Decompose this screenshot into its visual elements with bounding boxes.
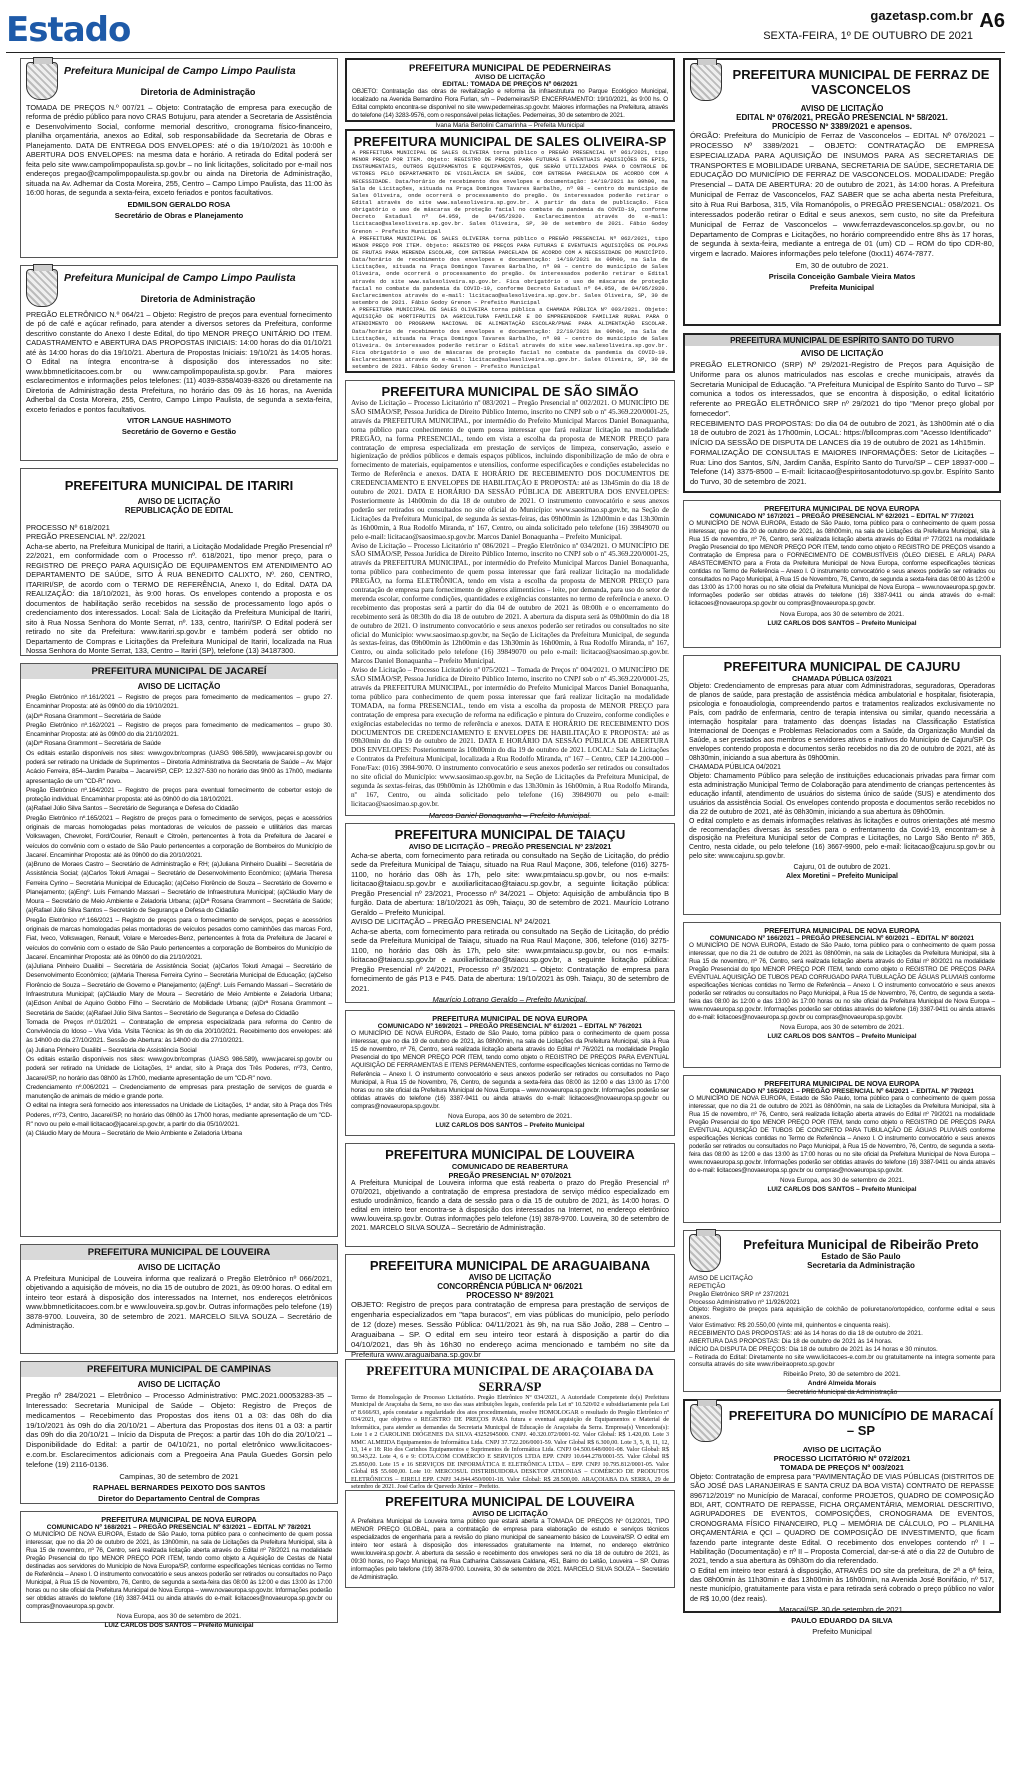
notice-subtitle: AVISO DE LICITAÇÃO	[137, 1263, 221, 1272]
notice-signatory: LUIZ CARLOS DOS SANTOS – Prefeito Municipal	[767, 1033, 917, 1041]
notice-signatory: LUIZ CARLOS DOS SANTOS – Prefeito Municipal	[767, 619, 917, 627]
notice-signatory: VITOR LANGUE HASHIMOTO	[126, 416, 232, 426]
notice-nova-europa-167	[683, 500, 1001, 648]
notice-title: PREFEITURA MUNICIPAL DE CAMPINAS	[21, 1362, 337, 1377]
notice-header	[690, 1404, 994, 1442]
edition-date: SEXTA-FEIRA, 1º DE OUTUBRO DE 2021	[763, 30, 973, 42]
notice-signatory: André Almeida Morais	[807, 1380, 877, 1388]
coat-of-arms-icon	[690, 1404, 722, 1442]
notice-nova-europa-169	[345, 1010, 675, 1136]
notice-maracai	[683, 1399, 1001, 1637]
notice-title: Prefeitura Municipal de Campo Limpo Paulista	[64, 272, 296, 284]
notice-louveira-1	[20, 1244, 338, 1354]
notice-subtitle: AVISO DE LICITAÇÃO EDITAL Nº 076/2021, PREGÃO PRESENCIAL Nº 58/2021. PROCESSO Nº 3389/2021 e apensos.	[736, 104, 948, 131]
notice-title: PREFEITURA DO MUNICÍPIO DE MARACAÍ – SP	[728, 1408, 994, 1438]
notice-signatory-role: Secretário de Governo e Gestão	[121, 427, 237, 437]
notice-body: Acha-se aberta, com fornecimento para retirada ou consultado na Seção de Licitação, do prédio sede da Prefeitura Municipal de Taiaçu, situado na Rua Raul Maçone, 306, telefone (016) 3275-1100, no horário das 08h às 17h, pelo site: www.pmtaiacu.sp.gov.br, ou nos e-mails: licitacao@taiacu.sp.gov.br e auxiliarlicitacao@taiacu.sp.gov.br, a seguinte licitação pública: Pregão Presencial nº 23/2021, Processo nº 34/2021 – Objeto: Aquisição de ambulância tipo B furgão. Data de abertura: 18/10/2021 às 09h, Taiaçu, 30 de setembro de 2021. Maurício Lotrano Geraldo – Prefeito Municipal. AVISO DE LICITAÇÃO – PREGÃO PRESENCIAL Nº 24/2021 Acha-se aberta, com fornecimento para retirada ou consultado na Seção de Licitação, do prédio sede da Prefeitura Municipal de Taiaçu, situado na Rua Raul Maçone, 306, telefone (016) 3275-1100, no horário das 08h às 17h, pelo site: www.pmtaiacu.sp.gov.br, ou nos e-mails: licitacao@taiacu.sp.gov.br e auxiliarlicitacao@taiacu.sp.gov.br, a seguinte licitação pública: Pregão Presencial nº 24/2021, Processo nº 35/2021 – Objeto: Contratação de empresa para fornecimento de gás P13 e P45. Data de abertura: 19/10/2021 às 09h. Taiaçu, 30 de setembro de 2021.	[351, 851, 669, 993]
notice-signatory: LUIZ CARLOS DOS SANTOS – Prefeito Municipal	[435, 1122, 585, 1130]
notice-header	[689, 1234, 995, 1272]
notice-nova-europa-165	[683, 1075, 1001, 1223]
notice-subtitle: AVISO DE LICITAÇÃO	[137, 1380, 221, 1389]
notice-pederneiras	[345, 58, 675, 130]
notice-title: PREFEITURA MUNICIPAL DE ARAÇOIABA DA SERRA/SP	[366, 1363, 654, 1394]
notice-title: PREFEITURA MUNICIPAL DE ARAGUAIBANA	[369, 1258, 651, 1273]
notice-signatory: Ivana Maria Bertolini Camarinha – Prefeita Municipal	[435, 122, 585, 130]
notice-title: PREFEITURA MUNICIPAL DE LOUVEIRA	[21, 1245, 337, 1260]
notice-subtitle: Estado de São Paulo Secretaria da Administração	[807, 1251, 915, 1270]
notice-body: O MUNICÍPIO DE NOVA EUROPA, Estado de São Paulo, torna público para o conhecimento de quem possa interessar, que no dia 21 de outubro de 2021 às 08h00min, na sala de Licitações da Prefeitura Municipal, sita à Rua 15 de novembro, nº 76, Centro, será realizada licitação aberta através do Edital nº 80/2021 na modalidade Pregão Presencial do tipo MENOR PREÇO POR ITEM, tendo como objeto o REGISTRO DE PREÇOS PARA EVENTUAL AQUISIÇÃO DE TUBOS PEAD CORRUGADO PARA TUBULAÇÃO DE ÁGUAS PLUVIAIS conforme especificações técnicas contidas no Termo de Referência – Anexo I. O instrumento convocatório e seus anexos poderão ser retirados ou consultados no Paço Municipal, à Rua 15 de Novembro, 76, Centro, de segunda a sexta-feira das 08:00 às 12:00 e das 13:00 às 17:00 horas ou no site oficial da Prefeitura Municipal de Nova Europa – www.novaeuropa.sp.gov.br. Informações poderão ser obtidas através do telefone (16) 3387-9411 ou ainda através do e-mail: licitacoes@novaeuropa.sp.gov.br ou compras@novaeuropa.sp.gov.br.	[689, 942, 995, 1022]
notice-body: A Prefeitura Municipal de Louveira informa que realizará o Pregão Eletrônico nº 066/2021, objetivando a aquisição de móveis, no dia 15 de outubro de 2021, às 09:00 horas. O edital em inteiro teor estará à disposição dos interessados na Internet, nos endereços eletrônicos www.bbmnetlicitacoes.com.br e www.louveira.sp.gov.br. Outras informações pelo telefone (19) 3878-9700. Louveira, 30 de setembro de 2021. MARCELO SILVA SOUZA – Secretário de Administração.	[26, 1274, 332, 1331]
notice-title: PREFEITURA MUNICIPAL DE LOUVEIRA	[385, 1147, 635, 1162]
notice-title: PREFEITURA MUNICIPAL DE NOVA EUROPA	[764, 926, 920, 935]
notice-body: PROCESSO Nº 618/2021 PREGÃO PRESENCIAL Nº. 22/2021 Acha-se aberto, na Prefeitura Municipal de Itariri, a Licitação Modalidade Pregão Presencial nº 22/2021, em conformidade com o Processo nº. 618/2021, tipo menor preço, para o REGISTRO DE PREÇO PARA AQUISIÇÃO DE EQUIPAMENTOS EM ATENDIMENTO AO DEPARTAMENTO DE SAÚDE, SITO À RUA BENEDITO CALIXTO, Nº. 260, CENTRO, ITARIRI/SP, de acordo com o TERMO DE REFERÊNCIA, Anexo I, do Edital. DATA DA REALIZAÇÃO: dia 18/10/2021, às 9:00 horas. Os envelopes contendo a proposta e os documentos de habilitação serão recebidos na sessão de processamento logo após o credenciamento dos interessados. Local: Sala de Licitação da Prefeitura Municipal de Itariri, sito à Rua Nossa Senhora do Monte Serrat, nº. 133, centro, Itariri/SP. O Edital poderá ser retirado no site da Prefeitura: www.itariri.sp.gov.br e também poderá ser obtido no Departamento de Compras e Licitações da Prefeitura Municipal de Itariri, localizada na Rua Nossa Senhora do Monte Serrat, 133, Centro – Itariri (SP), telefone (13) 34187300.	[26, 523, 332, 656]
notice-date: Cajuru, 01 de outubro de 2021.	[793, 864, 891, 872]
notice-title: PREFEITURA MUNICIPAL DE ITARIRI	[64, 478, 294, 493]
notice-body: Pregão nº 284/2021 – Eletrônico – Processo Administrativo: PMC.2021.00053283-35 – Interessado: Secretaria Municipal de Saúde – Objeto: Registro de Preços de medicamentos – Recebimento das Propostas dos itens 01 a 03: das 08h do dia 19/10/2021 às 09h do dia 20/10/21 – Abertura das Propostas dos itens 01 a 03: a partir das 09h do dia 20/10/21 – Início da Disputa de Preços: a partir das 10h do dia 20/10/21 – Disponibilidade do Edital: a partir de 04/10/21, no portal eletrônico www.licitacoes-e.com.br. Esclarecimentos adicionais com a Pregoeira Ana Paula Guedes Gorsin pelo telefone (19) 2116-0136.	[26, 1391, 332, 1470]
notice-body: AVISO DE LICITAÇÃO REPETIÇÃO Pregão Eletrônico SRP nº 237/2021 Processo Administrativo nº 11/926/2021 Objeto: Registro de preços para aquisição de colchão de poliuretano/ortopédico, conforme edital e seus anexos. Valor Estimativo: R$ 20.550,00 (vinte mil, quinhentos e cinquenta reais). RECEBIMENTO DAS PROPOSTAS: até às 14 horas do dia 18 de outubro de 2021. ABERTURA DAS PROPOSTAS: Dia 18 de outubro de 2021 às 14 horas. INÍCIO DA DISPUTA DE PREÇOS: Dia 18 de outubro de 2021 às 14 horas e 30 minutos. – Retirada do Edital: Diretamente no site www.licitacoes-e.com.br ou gratuitamente na íntegra somente para consulta através do site www.ribeiraopreto.sp.gov.br	[689, 1275, 995, 1369]
notice-subtitle: AVISO DE LICITAÇÃO EDITAL: TOMADA DE PREÇOS Nº 06/2021	[442, 74, 578, 88]
notice-body: A Prefeitura Municipal de Louveira informa que está reaberta o prazo do Pregão Presencial nº 070/2021, objetivando a contratação de empresa prestadora de serviço médico especializado em estudo urodinâmico, ficando a data de sessão para o dia 15 de outubro de 2021, às 14:00 horas. O edital em inteiro teor encontra-se à disposição dos interessados na Internet, no endereço eletrônico www.louveira.sp.gov.br. Outras informações pelo telefone (19) 3878-9700. Louveira, 30 de setembro de 2021. MARCELO SILVA SOUZA – Secretário de Administração.	[351, 1180, 669, 1232]
notice-date: Em, 30 de outubro de 2021.	[795, 261, 889, 271]
notice-title: PREFEITURA MUNICIPAL DE PEDERNEIRAS	[409, 63, 611, 74]
notice-ribeirao-preto	[683, 1230, 1001, 1397]
notice-signatory: Marcos Daniel Bonaquanha – Prefeito Municipal.	[428, 810, 592, 820]
notice-date: Nova Europa, aos 30 de setembro de 2021.	[448, 1113, 572, 1121]
notice-header	[690, 63, 994, 101]
page-number: A6	[979, 10, 1005, 32]
notice-signatory: Priscila Conceição Gambale Vieira Matos	[768, 272, 916, 282]
notice-campinas	[20, 1361, 338, 1504]
notice-itariri	[20, 468, 338, 656]
notice-aracoiaba	[345, 1359, 675, 1491]
coat-of-arms-icon	[690, 63, 722, 101]
masthead	[0, 0, 1011, 52]
newspaper-logo[interactable]: Estado	[6, 10, 131, 50]
notice-title: PREFEITURA MUNICIPAL DE NOVA EUROPA	[101, 1515, 257, 1524]
coat-of-arms-icon	[26, 62, 58, 100]
notice-subtitle: AVISO DE LICITAÇÃO CONCORRÊNCIA PÚBLICA Nº 06/2021 PROCESSO Nº 89/2021	[437, 1273, 583, 1300]
notice-signatory: Alex Moretini – Prefeito Municipal	[785, 873, 899, 881]
notice-title: PREFEITURA MUNICIPAL DE SALES OLIVEIRA-SP	[353, 134, 667, 149]
notice-body: O MUNICÍPIO DE NOVA EUROPA, Estado de São Paulo, torna público para o conhecimento de quem possa interessar, que no dia 20 de outubro de 2021, às 08h00min, na sala de Licitações da Prefeitura Municipal, sita à Rua 15 de novembro, nº 76, Centro, será realizada licitação aberta através do Edital nº 77/2021 na modalidade Pregão Presencial do tipo MENOR PREÇO POR ITEM, tendo como objeto o REGISTRO DE PREÇOS visando a Contratação de Empresa para o FORNECIMENTO DE COMBUSTÍVEIS (ÓLEO DIESEL E ARLA) PARA ABASTECIMENTO para a Frota da Prefeitura Municipal de Nova Europa, conforme especificações técnicas contidas no Termo de Referência – Anexo I. O instrumento convocatório e seus anexos poderão ser retirados ou consultados no Paço Municipal, à Rua 15 de Novembro, 76, Centro, de segunda a sexta-feira das 08:00 às 12:00 e das 13:00 às 17:00 horas ou no site oficial da Prefeitura Municipal de Nova Europa – www.novaeuropa.sp.gov.br. Informações poderão ser obtidas através do telefone (16) 3387-9411 ou ainda através do e-mail: licitacoes@novaeuropa.sp.gov.br ou compras@novaeuropa.sp.gov.br.	[689, 520, 995, 608]
notice-subtitle: AVISO DE LICITAÇÃO – PREGÃO PRESENCIAL Nº 23/2021	[408, 842, 612, 851]
notice-jacarei	[20, 663, 338, 1237]
notice-espirito-santo-turvo	[683, 333, 1001, 493]
notice-subtitle: COMUNICADO Nº 168/2021 – PREGÃO PRESENCIAL Nº 63/2021 – EDITAL Nº 78/2021	[46, 1524, 312, 1531]
header-divider	[6, 52, 1005, 53]
column-2	[345, 58, 675, 1595]
coat-of-arms-icon	[689, 1234, 721, 1272]
notice-sales-oliveira	[345, 129, 675, 373]
notice-subtitle: COMUNICADO Nº 167/2021 – PREGÃO PRESENCIAL Nº 62/2021 – EDITAL Nº 77/2021	[709, 513, 975, 520]
notice-subtitle: COMUNICADO Nº 169/2021 – PREGÃO PRESENCIAL Nº 61/2021 – EDITAL Nº 76/2021	[377, 1023, 643, 1030]
coat-of-arms-icon	[26, 269, 58, 307]
notice-date: Ribeirão Preto, 30 de setembro de 2021.	[783, 1371, 901, 1379]
notice-subtitle: COMUNICADO Nº 165/2021 – PREGÃO PRESENCIAL Nº 64/2021 – EDITAL Nº 79/2021	[709, 1088, 975, 1095]
notice-subtitle: COMUNICADO DE REABERTURA PREGÃO PRESENCIAL Nº 070/2021	[448, 1162, 572, 1180]
notice-body: Objeto: Contratação de empresa para "PAVIMENTAÇÃO DE VIAS PÚBLICAS (DISTRITOS DE SÃO JOSÉ DAS LARANJEIRAS E SANTA CRUZ DA BOA VISTA) CONTRATO DE REPASSE 896712/2019" no Município de Maracaí, conforme PROJETOS, QUADRO DE COMPOSIÇÃO BDI, ART, CONTRATO DE REPASSE, FICHA ORÇAMENTÁRIA, MEMORIAL DESCRITIVO, AGRUPADORES DE EVENTOS, COMPOSIÇÕES, CRONOGRAMA DE EVENTOS, CRONOGRAMA FÍSICO FINANCEIRO, PLQ – MEMÓRIA DE CÁLCULO, PO – PLANILHA ORÇAMENTÁRIA e QCI – QUADRO DE COMPOSIÇÃO DE INVESTIMENTO, que ficam fazendo parte integrante deste Edital. O recebimento dos envelopes contendo nº I – Habilitação (Documentação) e nº II – Proposta Comercial, dar-se-á até o dia 22 de Outubro de 2021, tendo a sua abertura às 09h30m do dia referendado. O Edital em inteiro teor estará à disposição, ATRAVÉS DO site da prefeitura, de 2ª a 6ª feira, das 08h00min às 11h30min e das 13h00min às 16h00min, na Avenida José Bonifácio, nº 517, neste município, gratuitamente para vista e para retirada será cobrado o preço público no valor de R$ 10,00 (dez reais).	[690, 1472, 994, 1603]
notice-title: PREFEITURA MUNICIPAL DE NOVA EUROPA	[764, 1079, 920, 1088]
notice-date: Nova Europa, aos 30 de setembro de 2021.	[780, 610, 904, 618]
notice-date: Nova Europa, aos 30 de setembro de 2021.	[780, 1024, 904, 1032]
notice-body: PREGÃO ELETRONICO (SRP) Nº 29/2021-Registro de Preços para Aquisição de Uniforme para os alunos matriculados nas escolas e creche municipais, através da Secretaria Municipal de Educação. "A Prefeitura Municipal de Espírito Santo do Turvo – SP comunica a todos os interessados, que se encontra à disposição, o edital licitatório referente ao PREGÃO ELETRÔNICO SRP nº 29/2021 do tipo "Menor preço global por fornecedor". RECEBIMENTO DAS PROPOSTAS: Do dia 04 de outubro de 2021, às 13h00min até o dia 18 de outubro de 2021 às 17h00min, LOCAL: https://bllcompras.com "Acesso Identificado" INÍCIO DA SESSÃO DE DISPUTA DE LANCES dia 19 de outubro de 2021 as 14h15min. FORMALIZAÇÃO DE CONSULTAS E MAIORES INFORMAÇÕES: Setor de Licitações – Rua: Lino dos Santos, S/N, Jardim Canãa, Espírito Santo do Turvo/SP – CEP 18937-000 – Telefone (14) 3375-8500 – E-mail: licitacao@espiritosantodoturvo.sp.gov.br. Espírito Santo do Turvo, 30 de setembro de 2021.	[690, 360, 994, 486]
notice-subtitle: COMUNICADO Nº 166/2021 – PREGÃO PRESENCIAL Nº 60/2021 – EDITAL Nº 80/2021	[709, 935, 975, 942]
notice-body: A Prefeitura Municipal de Louveira torna público que estará aberta a TOMADA DE PREÇOS Nº 012/2021, TIPO MENOR PREÇO GLOBAL, para a contratação de empresa para elaboração de estudo e serviços técnicos especializados de engenharia para a revisão do plano municipal de saneamento básico de Louveira/SP. O edital em inteiro teor estará à disposição dos interessados gratuitamente na Internet, no endereço eletrônico www.louveira.sp.gov.br. A abertura da sessão e recebimento dos envelopes será no dia 18 de outubro de 2021, às 09:30 horas, no Paço Municipal, na Rua Catharina Calssavara Caldana, 451, Bairro do Leitão, Louveira – SP. Outras informações pelo telefone (19) 3878-9700. Louveira, 30 de setembro de 2021. MARCELO SILVA SOUZA – Secretário de Administração.	[351, 1518, 669, 1582]
notice-subtitle: CHAMADA PÚBLICA 03/2021	[791, 674, 892, 683]
notice-title: PREFEITURA MUNICIPAL DE CAJURU	[723, 659, 961, 674]
notice-title: PREFEITURA MUNICIPAL DE LOUVEIRA	[385, 1494, 635, 1509]
notice-signatory: LUIZ CARLOS DOS SANTOS – Prefeito Municipal	[767, 1186, 917, 1194]
notice-header	[26, 269, 332, 307]
notice-body: Aviso de Licitação – Processo Licitatório nº 083/2021 – Pregão Presencial nº 002/2021. O MUNICÍPIO DE SÃO SIMÃO/SP, Pessoa Jurídica de Direito Público Interno, inscrito no CNPJ sob o nº 45.369.220/0001-25, através da PREFEITURA MUNICIPAL, por intermédio do Prefeito Municipal Marcos Daniel Bonaquanha, torna público para conhecimento de quem possa interessar que fará realizar licitação na modalidade PREGÃO, na forma PRESENCIAL, tendo em vista a escolha da proposta de MENOR PREÇO para contratação de empresa especializada em prestação de serviços de limpeza, conservação, asseio e higienização de prédios públicos e demais espaços públicos, incluindo disponibilização de mão de obra e fornecimento de materiais, equipamentos e utensílios, conforme especificações e condições estabelecidas no Termo de Referência e anexos. DATA E HORÁRIO DE RECEBIMENTO DOS DOCUMENTOS DE CREDENCIAMENTO E ENVELOPES DE HABILITAÇÃO E PROPOSTA: até as 13h45min do dia 18 de outubro de 2021. DATA E HORÁRIO DA SESSÃO PÚBLICA DE ABERTURA DOS ENVELOPES: Posteriormente às 14h00min do dia 18 de outubro de 2021. O instrumento convocatório e seus anexos poderão ser retirados ou consultados no site oficial do Município: www.saosimao.sp.gov.br, na Seção de Licitações da Prefeitura Municipal, de segunda às sextas-feiras, das 09h00min às 12h00min e das 13h30min às 16h00min, à Rua Rodolfo Miranda, nº 167, Centro, ou ainda solicitado pelo telefone (16) 39849070 ou pelo e-mail: licitacao@saosimao.sp.gov.br. Marcos Daniel Bonaquanha – Prefeito Municipal. Aviso de Licitação – Processo Licitatório nº 086/2021 – Pregão Eletrônico nº 034/2021. O MUNICÍPIO DE SÃO SIMÃO/SP, Pessoa Jurídica de Direito Público Interno, inscrito no CNPJ sob o nº 45.369.220/0001-25, através da PREFEITURA MUNICIPAL, por intermédio do Prefeito Municipal Marcos Daniel Bonaquanha, torna público para conhecimento de quem possa interessar que fará realizar licitação na modalidade PREGÃO, na forma ELETRÔNICA, tendo em vista a escolha da proposta de MENOR PREÇO para contratação de empresa para fornecimento de gêneros alimentícios – leite, por demanda, para uso do setor de merenda escolar, conforme condições, quantidades e exigências constantes no termo de referência e anexo. O recebimento das propostas será a partir do dia 04 de outubro de 2021 às 08:00h e o encerramento do recebimento será às 08:30h do dia 18 de outubro de 2021. A abertura da disputa será às 09h00min do dia 18 de outubro de 2021. O instrumento convocatório e seus anexos poderão ser retirados ou consultados no site oficial do Município: www.saosimao.sp.gov.br, na Seção de Licitações da Prefeitura Municipal, de segunda às sextas-feiras, das 09h00min às 12h00min e das 13h30min às 16h00min, à Rua Rodolfo Miranda, nº 167, Centro, ou ainda solicitado pelo telefone (16) 39849070 ou pelo e-mail: licitacao@saosimao.sp.gov.br. Marcos Daniel Bonaquanha – Prefeito Municipal. Aviso de Licitação – Processo Licitatório nº 075/2021 – Tomada de Preços nº 004/2021. O MUNICÍPIO DE SÃO SIMÃO/SP, Pessoa Jurídica de Direito Público Interno, inscrito no CNPJ sob o nº 45.369.220/0001-25, através da PREFEITURA MUNICIPAL, por intermédio do Prefeito Municipal Marcos Daniel Bonaquanha, torna público para conhecimento de quem possa interessar que fará realizar licitação na modalidade TOMADA, na forma PRESENCIAL, tendo em vista a escolha da proposta de MENOR PREÇO para contratação de empresa para execução de reforma na edificação e pintura do Cruzeiro, conforme condições e exigências estabelecidas no termo de referência e anexos. DATA E HORÁRIO DE RECEBIMENTO DOS DOCUMENTOS DE CREDENCIAMENTO E ENVELOPES DE HABILITAÇÃO E PROPOSTA: até as 09h30min do dia 19 de outubro de 2021. DATA E HORÁRIO DA SESSÃO PÚBLICA DE ABERTURA DOS ENVELOPES: Posteriormente às 10h00min do dia 19 de outubro de 2021. LOCAL: Sala de Licitações e Contratos da Prefeitura Municipal, localizada a Rua Rodolfo Miranda, nº 167 – Centro, CEP 14.200-000 – Fone/Fax: (016) 3984-9070. O instrumento convocatório e seus anexos poderão ser retirados ou consultados no site oficial do Município: www.saosimao.sp.gov.br, na Seção de Licitações da Prefeitura Municipal, de segunda às sextas-feiras, das 09h00min às 12h00min e das 13h30min às 16h00min, à Rua Rodolfo Miranda, nº 167, Centro, ou ainda solicitado pelo telefone (16) 39849070 ou pelo e-mail: licitacao@saosimao.sp.gov.br.	[351, 399, 669, 808]
notice-campo-limpo-2	[20, 265, 338, 461]
notice-date: Nova Europa, aos 30 de setembro de 2021.	[780, 1177, 904, 1185]
notice-date: Nova Europa, aos 30 de setembro de 2021.	[117, 1613, 241, 1621]
notice-title: PREFEITURA MUNICIPAL DE FERRAZ DE VASCONCELOS	[732, 67, 990, 97]
notice-body: Objeto: Credenciamento de empresas para atuar com Administradoras, seguradoras, Operadoras de planos de saúde, para prestação de assistência médica ambulatorial e hospitalar, fisioterapia, psicologia e fonoaudiologia, compreendendo partos e tratamentos realizados exclusivamente no País, com padrão de enfermaria, centro de terapia intensiva ou similar, quando necessária a internação hospitalar para tratamento das doenças listadas na Classificação Estatística Internacional de Doenças e Problemas Relacionados com a Saúde, da Organização Mundial da Saúde, a ser prestados aos membros e servidores ativos e inativos do Município de Cajuru/SP. Os envelopes contendo proposta e documentos serão recebidos no dia 20 de outubro de 2021, até às 08h30min, iniciando a sua abertura às 09h00min. CHAMADA PÚBLICA 04/2021 Objeto: Chamamento Público para seleção de instituições educacionais privadas para firmar com esta administração Municipal Termo de Colaboração para atendimento de crianças pertencentes às educação infantil, atendimento de usuários do sistema único de saúde (SUS) e atendimento dos usuários da assistência Social. Os envelopes contendo proposta e documentos serão recebidos no dia 22 de outubro de 2021, até às 08h30min, iniciando a sua abertura às 09h00min. O edital completo e as demais informações relativas às licitações e outros orientações até mesmo de recomendações diversas às sessões para o enfrentamento da Covid-19, encontram-se à disposição na Prefeitura Municipal setor de Compras e Licitações, no Largo São Bento nº 365, Centro, nesta cidade, ou pelo telefone (16) 3667-9900, pelo e-mail: licitacao@cajuru.sp.gov.br ou pelo site: www.cajuru.sp.gov.br.	[689, 683, 995, 861]
notice-nova-europa-168	[20, 1511, 338, 1630]
notice-signatory: EDMILSON GERALDO ROSA	[127, 199, 231, 209]
notice-cajuru	[683, 655, 1001, 915]
notice-signatory: PAULO EDUARDO DA SILVA	[791, 1616, 893, 1626]
notice-subtitle: AVISO DE LICITAÇÃO	[472, 1509, 548, 1518]
notice-body: OBJETO: Contratação das obras de revitalização e reforma da infraestrutura no Parque Ecológico Municipal, localizado na Avenida Bernardino Flora Furlan, s/n – Pederneiras/SP. ENCERRAMENTO: 19/10/2021, às 9:00 hs. O Edital completo encontra-se disponível no site www.pederneiras.sp.gov.br. Maiores informações na Prefeitura, através do telefone (14) 3283-9576, com o responsável pelas licitações. Pederneiras, 30 de setembro de 2021.	[352, 88, 668, 120]
notice-title: PREFEITURA MUNICIPAL DE ESPÍRITO SANTO DO TURVO	[685, 335, 999, 346]
notice-signatory-role: Diretor do Departamento Central de Compras	[98, 1493, 260, 1503]
notice-campo-limpo-1	[20, 58, 338, 258]
notice-date: Campinas, 30 de setembro de 2021	[119, 1471, 239, 1481]
notice-subtitle: AVISO DE LICITAÇÃO	[800, 349, 884, 358]
notice-sao-simao	[345, 380, 675, 820]
column-1	[20, 58, 338, 1630]
notice-body: O MUNICÍPIO DE NOVA EUROPA, Estado de São Paulo, torna público para o conhecimento de quem possa interessar, que no dia 21 de outubro de 2021 às 08h00min, na sala de Licitações da Prefeitura Municipal, sita à Rua 15 de novembro, nº 76, Centro, será realizada licitação aberta através do Edital nº 79/2021 na modalidade Pregão Presencial do tipo MENOR PREÇO POR ITEM, tendo como objeto o REGISTRO DE PREÇOS PARA EVENTUAL AQUISIÇÃO DE TUBOS DE CONCRETO PARA TUBULAÇÃO DE ÁGUAS PLUVIAIS conforme especificações técnicas contidas no Termo de Referência – Anexo I. O instrumento convocatório e seus anexos poderão ser retirados ou consultados no Paço Municipal, à Rua 15 de Novembro, 76, Centro, de segunda a sexta-feira das 08:00 às 12:00 e das 13:00 às 17:00 horas ou no site oficial da Prefeitura Municipal de Nova Europa – www.novaeuropa.sp.gov.br. Informações poderão ser obtidas através do telefone (16) 3387-9411 ou ainda através do e-mail: licitacoes@novaeuropa.sp.gov.br ou compras@novaeuropa.sp.gov.br.	[689, 1095, 995, 1175]
notice-title: Prefeitura Municipal de Campo Limpo Paulista	[64, 65, 296, 77]
notice-signatory: Maurício Lotrano Geraldo – Prefeito Municipal.	[432, 995, 588, 1005]
notice-signatory-role: Prefeito Municipal	[812, 1627, 872, 1637]
notice-signatory: LUIZ CARLOS DOS SANTOS – Prefeito Municipal	[104, 1622, 254, 1630]
notice-signatory-role: Secretário Municipal da Administração	[786, 1389, 898, 1397]
notice-title: PREFEITURA MUNICIPAL DE JACAREÍ	[21, 664, 337, 679]
notice-subtitle: AVISO DE LICITAÇÃO PROCESSO LICITATÓRIO Nº 072/2021 TOMADA DE PREÇOS Nº 003/2021	[773, 1445, 911, 1472]
notice-subtitle: Diretoria de Administração	[140, 294, 256, 304]
notice-body: TOMADA DE PREÇOS N.º 007/21 – Objeto: Contratação de empresa para execução de reforma de prédio público para novo CRAS Botujuru, para atender a Secretaria de Assistência e Desenvolvimento Social, conforme memorial descritivo, cronograma físico-financeiro, planilha orçamentária, anexos ao Edital, sob responsabilidade da Secretaria de Obras e Planejamento. DATA DE ENTREGA DOS ENVELOPES: até o dia 19/10/2021 às 10:00h e ABERTURA DOS ENVELOPES: na mesma data e horário. A retirada do Edital poderá ser feita pelo site www.campolimpopaulista.sp.gov.br – no link licitações, solicitado por e-mail nos endereços pregao@campolimpopaulista.sp.gov.br ou ainda na Diretoria de Administração, situada na Av. Adhemar da Costa Moreira, 255, Centro – Campo Limpo Paulista, das 11:00 às 16:00 horas, de segunda a sexta-feira, exceto feriados e pontos facultativos.	[26, 103, 332, 198]
notice-nova-europa-166	[683, 922, 1001, 1068]
notice-body: O MUNICÍPIO DE NOVA EUROPA, Estado de São Paulo, torna público para o conhecimento de quem possa interessar, que no dia 19 de outubro de 2021, às 08h00min, na sala de Licitações da Prefeitura Municipal, sita à Rua 15 de novembro, nº 76, Centro, será realizada licitação aberta através do Edital nº 76/2021 na modalidade Pregão Presencial do tipo MENOR PREÇO POR ITEM, tendo como objeto o REGISTRO DE PREÇOS PARA EVENTUAL AQUISIÇÃO DE FERRAMENTAS E ITENS PERMANENTES, conforme especificações técnicas contidas no Termo de Referência – Anexo I. O instrumento convocatório e seus anexos poderão ser retirados ou consultados no Paço Municipal, à Rua 15 de Novembro, 76, Centro, de segunda a sexta-feira das 08:00 às 12:00 e das 13:00 às 17:00 horas ou no site oficial da Prefeitura Municipal de Nova Europa – www.novaeuropa.sp.gov.br. Informações poderão ser obtidas através do telefone (16) 3387-9411 ou ainda através do e-mail: licitacoes@novaeuropa.sp.gov.br ou compras@novaeuropa.sp.gov.br.	[351, 1030, 669, 1110]
notice-body: Pregão Eletrônico nº.161/2021 – Registro de preços para fornecimento de medicamentos – grupo 27. Encaminhar Proposta: até às 09h00 do dia 19/10/2021. (a)Drª Rosana Grammont – Secretária de Saúde Pregão Eletrônico nº.162/2021 – Registro de preços para fornecimento de medicamentos – grupo 30. Encaminhar Proposta: até às 09h00 do dia 21/10/2021. (a)Drª Rosana Grammont – Secretária de Saúde Os editais estarão disponíveis nos sites: www.gov.br/compras (UASG 986.589), www.jacarei.sp.gov.br ou poderá ser retirado na Unidade de Suprimentos – Diretoria Administrativa da Secretaria de Saúde – Av. Major Acácio Ferreira, 854–Jardim Paraíba – Jacareí/SP, CEP: 12.327-530 no horário das 9h00 às 17h00, mediante apresentação de um "CD-R" novo. Pregão Eletrônico nº.164/2021 – Registro de preços para eventual fornecimento de cobertor estojo de proteção individual. Encaminhar proposta: até às 09h00 do dia 18/10/2021. (a)Rafael Júlio Silva Santos – Secretário de Segurança e Defesa do Cidadão Pregão Eletrônico nº.165/2021 – Registro de preços para o fornecimento de serviços, peças e acessórios originais de marcas homologadas pelas montadoras de veículos de passeio e utilitários das marcas Volkswagen, Chevrolet, Ford/Courier, Renault e Citroën, pertencentes à frota da Prefeitura de Jacareí e veículos do convênio com o estado de São Paulo pertencentes a corporação de Bombeiros do Município de Jacareí. Encaminhar Proposta: até às 09h00 do dia 20/10/2021. (a)Bruno de Moraes Castro – Secretário de Administração e RH; (a)Juliana Pinheiro Duailibi – Secretária de Assistência Social; (a)Carlos Tokuti Amagai – Secretário de Desenvolvimento Econômico; (a)Maria Theresa Ferreira Cyrino – Secretária Municipal de Educação; (a)Celso Florêncio de Souza – Secretário de Governo e Planejamento; (a)Engº. Luís Fernando Massari – Secretário de Infraestrutura Municipal; (a)Cláudio Mary de Moura – Secretário de Meio Ambiente e Zeladoria Urbana; (a)Drª Rosana Grammont – Secretária de Saúde; (a)Rafael Júlio Silva Santos – Secretário de Segurança e Defesa do Cidadão Pregão Eletrônico nº.166/2021 – Registro de preços para o fornecimento de serviços, peças e acessórios originais de marcas homologadas pelas montadoras de veículos pesados como caminhões das marcas Ford, Fiat, Iveco, Volkswagen, Renault, Volare e Mercedes-Benz, pertencentes à frota da Prefeitura de Jacareí e veículos do convênio com o estado de São Paulo pertencentes a corporação de Bombeiros do Município de Jacareí. Encaminhar Proposta: até às 09h00 do dia 21/10/2021. (a)Juliana Pinheiro Duailibi – Secretária de Assistência Social; (a)Carlos Tokuti Amagai – Secretário de Desenvolvimento Econômico; (a)Maria Theresa Ferreira Cyrino – Secretária Municipal de Educação; (a)Celso Florêncio de Souza – Secretário de Governo e Planejamento; (a)Engº. Luís Fernando Massari – Secretário de Infraestrutura Municipal; (a)Cláudio Mary de Moura – Secretário de Meio Ambiente e Zeladoria Urbana; (a)Edson Aníbal de Aquino Gobbo Filho – Secretário de Mobilidade Urbana; (a)Drª Rosana Grammont – Secretária de Saúde; (a)Rafael Júlio Silva Santos – Secretário de Segurança e Defesa do Cidadão Tomada de Preços nº.01/2021 – Contratação de empresa especializada para reforma do Centro de Convivência do Idoso – Viva Vida. Visita Técnica: às 9h do dia 20/10/2021. Recebimento dos envelopes: até às 14h00 do dia 27/10/2021. Sessão de Abertura: às 14h00 do dia 27/10/2021. (a) Juliana Pinheiro Duailibi – Secretária de Assistência Social Os editais estarão disponíveis nos sites: www.gov.br/compras (UASG 986.589), www.jacarei.sp.gov.br ou poderá ser retirado na Unidade de Licitações, 1º andar, sito à Praça dos Três Poderes, nº73, Centro, Jacareí/SP, no horário das 08h00 às 17h00, mediante apresentação de um "CD-R" novo. Credenciamento nº.006/2021 – Credenciamento de empresas para prestação de serviços de guarda e manutenção de animais de médio e grande porte. O edital na íntegra será fornecido aos interessados na Unidade de Licitações, 1º andar, sito à Praça dos Três Poderes, nº73, Centro, Jacareí/SP, no horário das 08h00 às 17h00 horas, mediante apresentação de um "CD-R" novo ou pelo e-mail licitacao@jacarei.sp.gov.br, a partir do dia 05/10/2021. (a) Cláudio Mary de Moura – Secretário de Meio Ambiente e Zeladoria Urbana	[26, 694, 332, 1138]
notice-body: Termo de Homologação de Processo Licitatório. Pregão Eletrônico Nº 034/2021, A Autoridade Competente do(s) Prefeitura Municipal de Araçoiaba da Serra, no uso das suas atribuições legais, conferida pela Lei nº 10.520/02 e subsidiariamente pela Lei nº 8.666/93, após constatar a regularidade dos atos procedimentais, resolve HOMOLOGAR o resultado do Pregão Eletrônico nº 034/2021, que objetiva o REGISTRO DE PREÇOS PARA futura e eventual aquisição de Equipamentos e Material de Informática, para atender as demandas da Secretaria Municipal de Educação de Araçoiaba da Serra. Empresa(s) Vencedora(s): Lote 1 e 2 CAROLINE DIÓGENES DA SILVA 43252945000. CNPJ. 40.320.072/0001-92. Valor Global: R$ 1.420,00. Lote 3 MMC ALMEIDA Equipamentos de Informática Ltda. CNPJ 37.722.206/0001-59. Valor Global R$ 6.300,00. Lote 3, 5, 8, 11, 12, 13, 14 e 18: Rio dos Carinhos Equipamentos e Suprimentos de Informática Ltda. CNPJ 04.500.648/0001-08. Valor Global: R$ 90.343,22. Lote 4, 6 e 9: COTA.COM COMÉRCIO E SERVIÇOS LTDA EPP. CNPJ 10.644.278/0001-55. Valor Global R$ 25.850,00. Lote 15 e 16 SERVIÇOS DE INFORMÁTICA E ELETRÔNICA LTDA – EPP. CNPJ 10.795.812/0001-05. Valor Global R$ 55.600,00. Lote 10: MERCOSUL DISTRIBUIDORA DESKTOP ATHONIAS – COMÉRCIO DE PRODUTOS ELETRÔNICOS – EIRELI EPP. CNPJ 34.844.450/0001-18. Valor Global: R$ 28.500,00. ARAÇOIABA DA SERRA, 29 de setembro de 2021. José Carlos de Quevedo Júnior – Prefeito.	[351, 1395, 669, 1491]
notice-body: OBJETO: Registro de preços para contratação de empresa para prestação de serviços de engenharia especializados em "tapa buracos", em vias públicas do município, pelo período de 12 (doze) meses. Sessão Pública: 04/11/2021 às 9h, na rua São João, 288 – Centro – Araguaibana – SP. O edital em seu inteiro teor estará à disposição a partir do dia 04/10/2021, das 9h às 16h30 no endereço acima mencionado e também no site da Prefeitura www.araguaibana.sp.gov.br	[351, 1300, 669, 1359]
notice-body: PREGÃO ELETRÔNICO N.º 064/21 – Objeto: Registro de preços para eventual fornecimento de pó de café e açúcar refinado, para atender a diversos setores da Prefeitura, conforme descritivo constante do Anexo I deste Edital, do tipo MENOR PREÇO UNITÁRIO DO ITEM. CADASTRAMENTO e ABERTURA DAS PROPOSTAS INICIAIS: 14:00 horas do dia 01/10/21 até às 14:00 horas do dia 19/10/21. Abertura de Propostas Iniciais: 19/10/21 às 14:05 horas. O Edital na íntegra encontra-se à disposição dos interessados no site: www.bbmnetlicitacoes.com.br ou www.campolimpopaulista.sp.gov.br. Para maiores esclarecimentos e informações pelos telefones: (11) 4039-8358/4039-8326 ou diretamente na Diretoria de Administração desta Prefeitura, no horário das 09 às 16 horas, na Avenida Adherbal da Costa Moreira, 255, Centro, Campo Limpo Paulista, de segunda a sexta-feira, exceto feriados e pontos facultativos.	[26, 310, 332, 414]
notice-subtitle: AVISO DE LICITAÇÃO REPUBLICAÇÃO DE EDITAL	[124, 497, 234, 515]
notice-signatory-role: Secretário de Obras e Planejamento	[114, 210, 244, 220]
notice-louveira-2	[345, 1143, 675, 1247]
column-3	[683, 58, 1001, 1637]
notice-title: PREFEITURA MUNICIPAL DE NOVA EUROPA	[764, 504, 920, 513]
site-url[interactable]: gazetasp.com.br	[870, 8, 973, 23]
notice-ferraz	[683, 58, 1001, 326]
notice-title: Prefeitura Municipal de Ribeirão Preto	[743, 1236, 979, 1252]
notice-title: PREFEITURA MUNICIPAL DE NOVA EUROPA	[432, 1014, 588, 1023]
notice-signatory: RAPHAEL BERNARDES PEIXOTO DOS SANTOS	[92, 1482, 266, 1492]
notice-louveira-3	[345, 1490, 675, 1588]
notice-araguaibana	[345, 1254, 675, 1359]
notice-date: Maracaí/SP, 30 de setembro de 2021.	[779, 1605, 905, 1615]
notice-subtitle: AVISO DE LICITAÇÃO	[137, 682, 221, 691]
notice-signatory-role: Prefeita Municipal	[809, 283, 875, 293]
notice-body: A PREFEITURA MUNICIPAL DE SALES OLIVEIRA torna público o PREGÃO PRESENCIAL Nº 061/2021, tipo MENOR PREÇO POR ITEM. Objeto: REGISTRO DE PREÇOS PARA FUTURAS E EVENTUAIS AQUISIÇÕES DE EPIS, INSTRUMENTAIS, OUTROS EQUIPAMENTOS E EQUIPAMENTOS, QUE SERÃO UTILIZADOS PARA O CONTROLE DE VETORES PELO DEPARTAMENTO DE VIGILÂNCIA EM SAÚDE, COM ENTREGA PARCELADA DE ACORDO COM A NECESSIDADE. Data/horário de recebimento dos envelopes e documentação: 14/10/2021 às 09h00, na Sala de Licitações, situada na Praça Domingos Tavares Barbalho, nº 08 – centro do município de Sales Oliveira, onde ocorrerá o processamento do pregão. Os interessados poderão retirar o Edital através do site www.salesoliveira.sp.gov.br. A partir da data de publicação. Fica obrigatório o uso de máscaras de proteção facial no combate da pandemia da COVID-19, conforme Decreto Estadual nº 64.959, de 04/05/2020. Esclarecimentos através do e-mail: licitacao@salesoliveira.sp.gov.br. Sales Oliveira, SP, 30 de setembro de 2021. Fábio Godoy Grenon – Prefeito Municipal A PREFEITURA MUNICIPAL DE SALES OLIVEIRA torna público o PREGÃO PRESENCIAL Nº 062/2021, tipo MENOR PREÇO POR ITEM. Objeto: REGISTRO DE PREÇOS PARA FUTURAS E EVENTUAIS AQUISIÇÕES DE POLPAS DE FRUTAS PARA MERENDA ESCOLAR, COM ENTREGA PARCELADA DE ACORDO COM A NECESSIDADE DO MUNICÍPIO. Data/horário de recebimento dos envelopes e documentação: 14/10/2021 às 09h00, na Sala de Licitações, situada na Praça Domingos Tavares Barbalho, nº 08 – centro do município de Sales Oliveira, onde ocorrerá o processamento do pregão. Os interessados poderão retirar o Edital através do site www.salesoliveira.sp.gov.br. Fica obrigatório o uso de máscaras de proteção facial no combate da pandemia da COVID-19, conforme Decreto Estadual nº 64.959, de 04/05/2020. Esclarecimentos através do e-mail: licitacao@salesoliveira.sp.gov.br. Sales Oliveira, SP, 30 de setembro de 2021. Fábio Godoy Grenon – Prefeito Municipal A PREFEITURA MUNICIPAL DE SALES OLIVEIRA torna pública a CHAMADA PÚBLICA Nº 003/2021. Objeto: AQUISIÇÃO DE HORTIFRUTIS DA AGRICULTURA FAMILIAR E DO EMPREENDEDOR FAMILIAR RURAL PARA O ATENDIMENTO DO PROGRAMA NACIONAL DE ALIMENTAÇÃO ESCOLAR/PNAE PARA ALIMENTAÇÃO ESCOLAR. Data/horário de recebimento dos envelopes e documentação: 22/10/2021 às 09h00, na Sala de Licitações, situada na Praça Domingos Tavares Barbalho, nº 08 – centro do município de Sales Oliveira. Os interessados poderão retirar o Edital através do site www.salesoliveira.sp.gov.br. Fica obrigatório o uso de máscaras de proteção facial no combate da pandemia da COVID-19. Esclarecimentos através do e-mail: licitacao@salesoliveira.sp.gov.br. Sales Oliveira, SP, 30 de setembro de 2021. Fábio Godoy Grenon – Prefeito Municipal	[352, 149, 668, 371]
notice-body: O MUNICÍPIO DE NOVA EUROPA, Estado de São Paulo, torna público para o conhecimento de quem possa interessar, que no dia 20 de outubro de 2021, às 13h00min, na sala de Licitações da Prefeitura Municipal, sita à Rua 15 de novembro, nº 76, Centro, será realizada licitação aberta através do Edital nº 78/2021 na modalidade Pregão Presencial do tipo MENOR PREÇO POR ITEM, tendo como objeto a Aquisição de Cestas de Natal destinadas aos servidores do Município de Nova Europa/SP, conforme especificações técnicas contidas no Termo de Referência – Anexo I. O instrumento convocatório e seus anexos poderão ser retirados ou consultados no Paço Municipal, à Rua 15 de Novembro, 76, Centro, de segunda a sexta-feira das 08:00 às 12:00 e das 13:00 às 17:00 horas ou no site oficial da Prefeitura Municipal de Nova Europa – www.novaeuropa.sp.gov.br. Informações poderão ser obtidas através do telefone (16) 3387-9411 ou ainda através do e-mail: licitacoes@novaeuropa.sp.gov.br ou compras@novaeuropa.sp.gov.br.	[26, 1531, 332, 1611]
notice-header	[26, 62, 332, 100]
notice-subtitle: Diretoria de Administração	[140, 87, 256, 97]
notice-taiacu	[345, 823, 675, 1003]
notice-body: ÓRGÃO: Prefeitura do Município de Ferraz de Vasconcelos – EDITAL Nº 076/2021 – PROCESSO Nº 3389/2021 – OBJETO: CONTRATAÇÃO DE EMPRESA ESPECIALIZADA PARA AQUISIÇÃO DE INSUMOS PARA AS SECRETARIAS DE TRANSPORTES E MOBILIDADE URBANA, SECRETARIA DE SAÚDE, SECRETARIA DE EDUCAÇÃO DO MUNICÍPIO DE FERRAZ DE VASCONCELOS. MODALIDADE: Pregão Presencial – DATA DE ABERTURA: 20 de outubro de 2021, às 14:00 horas. A Prefeitura Municipal de Ferraz de Vasconcelos, FAZ SABER que se acha aberta nesta Prefeitura, sito à Rua Rui Barbosa, 315, Vila Romanópolis, o PREGÃO PRESENCIAL: 058/2021. Os interessados poderão retirar o Edital e seus anexos, sem custo, no site da Prefeitura Municipal de Ferraz de Vasconcelos – www.ferrazdevasconcelos.sp.gov.br, ou no Departamento de Compras e Licitações, no horário compreendido entre 8hs às 17 horas, de segunda à sexta-feira, mediante a entrega de 01 (um) CD – ROM do tipo CDR-80, virgem e lacrado. Maiores informações pelo telefone (0xx11) 4674-7877.	[690, 131, 994, 259]
notice-title: PREFEITURA MUNICIPAL DE SÃO SIMÃO	[381, 384, 639, 399]
notice-title: PREFEITURA MUNICIPAL DE TAIAÇU	[394, 827, 626, 842]
